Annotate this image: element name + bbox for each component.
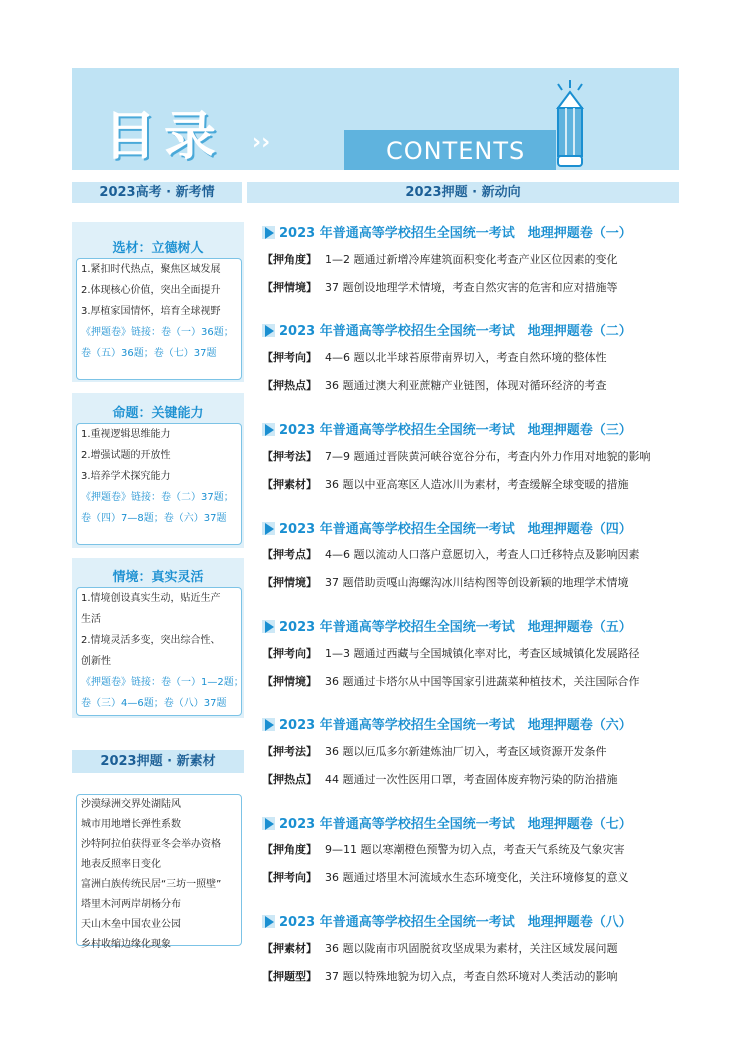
- section-line: 1.紧扣时代热点，聚焦区域发展: [81, 264, 221, 275]
- paper-entry: 【押考法】 7—9 题通过晋陕黄河峡谷宽谷分布，考查内外力作用对地貌的影响: [262, 450, 651, 463]
- material-item: 地表反照率日变化: [81, 859, 161, 870]
- play-icon: [262, 817, 275, 830]
- play-icon: [262, 915, 275, 928]
- section-line: 1.情境创设真实生动，贴近生产: [81, 593, 221, 604]
- play-icon: [262, 324, 275, 337]
- play-icon: [262, 423, 275, 436]
- material-box: [76, 794, 242, 950]
- section-link-line: 卷（五）36题；卷（七）37题: [81, 348, 217, 359]
- right-section-bar: 2023押题 · 新动向: [247, 182, 679, 203]
- section-link-line: 《押题卷》链接：卷（一）1—2题；: [81, 677, 244, 688]
- play-icon: [262, 718, 275, 731]
- play-icon: [262, 522, 275, 535]
- paper-entry: 【押考法】 36 题以厄瓜多尔新建炼油厂切入，考查区域资源开发条件: [262, 745, 607, 758]
- paper-entry: 【押考向】 36 题通过塔里木河流域水生态环境变化，关注环境修复的意义: [262, 871, 629, 884]
- paper-entry: 【押考点】 4—6 题以流动人口落户意愿切入，考查人口迁移特点及影响因素: [262, 548, 640, 561]
- paper-heading: 2023 年普通高等学校招生全国统一考试 地理押题卷（五）: [262, 616, 632, 635]
- paper-heading: 2023 年普通高等学校招生全国统一考试 地理押题卷（七）: [262, 813, 632, 832]
- double-chevron-icon: ››: [252, 130, 271, 155]
- paper-entry: 【押热点】 44 题通过一次性医用口罩，考查固体废弃物污染的防治措施: [262, 773, 618, 786]
- paper-heading: 2023 年普通高等学校招生全国统一考试 地理押题卷（三）: [262, 419, 632, 438]
- contents-label: CONTENTS: [386, 137, 526, 165]
- section-link-line: 卷（四）7—8题；卷（六）37题: [81, 513, 227, 524]
- material-bar: 2023押题 · 新素材: [72, 750, 244, 773]
- section-title: 命题：关键能力: [112, 406, 204, 421]
- pencil-icon: [548, 78, 592, 170]
- section-box: [76, 258, 242, 380]
- paper-entry: 【押情境】 37 题创设地理学术情境，考查自然灾害的危害和应对措施等: [262, 281, 618, 294]
- material-item: 塔里木河两岸胡杨分布: [81, 899, 181, 910]
- section-line: 生活: [81, 614, 101, 625]
- section-line: 3.培养学术探究能力: [81, 471, 171, 482]
- paper-entry: 【押角度】 9—11 题以寒潮橙色预警为切入点，考查天气系统及气象灾害: [262, 843, 625, 856]
- paper-heading: 2023 年普通高等学校招生全国统一考试 地理押题卷（二）: [262, 320, 632, 339]
- paper-entry: 【押情境】 37 题借助贡嘎山海螺沟冰川结构图等创设新颖的地理学术情境: [262, 576, 629, 589]
- page-title: 目录: [104, 107, 225, 167]
- material-item: 城市用地增长弹性系数: [81, 819, 181, 830]
- paper-heading: 2023 年普通高等学校招生全国统一考试 地理押题卷（一）: [262, 222, 632, 241]
- material-item: 沙特阿拉伯获得亚冬会举办资格: [81, 839, 221, 850]
- paper-heading: 2023 年普通高等学校招生全国统一考试 地理押题卷（六）: [262, 714, 632, 733]
- paper-entry: 【押题型】 37 题以特殊地貌为切入点，考查自然环境对人类活动的影响: [262, 970, 618, 983]
- section-box: [76, 587, 242, 716]
- play-icon: [262, 226, 275, 239]
- material-item: 天山木垒中国农业公园: [81, 919, 181, 930]
- material-item: 沙漠绿洲交界处湖陆风: [81, 799, 181, 810]
- section-line: 创新性: [81, 656, 111, 667]
- section-box: [76, 423, 242, 545]
- section-title: 选材：立德树人: [112, 241, 204, 256]
- paper-heading: 2023 年普通高等学校招生全国统一考试 地理押题卷（八）: [262, 911, 632, 930]
- paper-entry: 【押素材】 36 题以中亚高寒区人造冰川为素材，考查缓解全球变暖的措施: [262, 478, 629, 491]
- paper-entry: 【押角度】 1—2 题通过新增冷库建筑面积变化考查产业区位因素的变化: [262, 253, 618, 266]
- section-line: 1.重视逻辑思维能力: [81, 429, 171, 440]
- section-line: 3.厚植家国情怀，培育全球视野: [81, 306, 221, 317]
- section-line: 2.增强试题的开放性: [81, 450, 171, 461]
- material-item: 乡村收缩边缘化现象: [81, 939, 171, 950]
- paper-heading: 2023 年普通高等学校招生全国统一考试 地理押题卷（四）: [262, 518, 632, 537]
- left-section-bar: 2023高考 · 新考情: [72, 182, 242, 203]
- paper-entry: 【押热点】 36 题通过澳大利亚蔗糖产业链图，体现对循环经济的考查: [262, 379, 607, 392]
- material-item: 富洲白族传统民居“三坊一照壁”: [81, 879, 222, 890]
- section-line: 2.情境灵活多变，突出综合性、: [81, 635, 221, 646]
- section-link-line: 卷（三）4—6题；卷（八）37题: [81, 698, 227, 709]
- paper-entry: 【押考向】 4—6 题以北半球苔原带南界切入，考查自然环境的整体性: [262, 351, 607, 364]
- section-link-line: 《押题卷》链接：卷（一）36题；: [81, 327, 234, 338]
- play-icon: [262, 620, 275, 633]
- section-line: 2.体现核心价值，突出全面提升: [81, 285, 221, 296]
- paper-entry: 【押素材】 36 题以陇南市巩固脱贫攻坚成果为素材，关注区域发展问题: [262, 942, 618, 955]
- section-link-line: 《押题卷》链接：卷（二）37题；: [81, 492, 234, 503]
- paper-entry: 【押考向】 1—3 题通过西藏与全国城镇化率对比，考查区域城镇化发展路径: [262, 647, 640, 660]
- paper-entry: 【押情境】 36 题通过卡塔尔从中国等国家引进蔬菜种植技术，关注国际合作: [262, 675, 640, 688]
- section-title: 情境：真实灵活: [112, 570, 204, 585]
